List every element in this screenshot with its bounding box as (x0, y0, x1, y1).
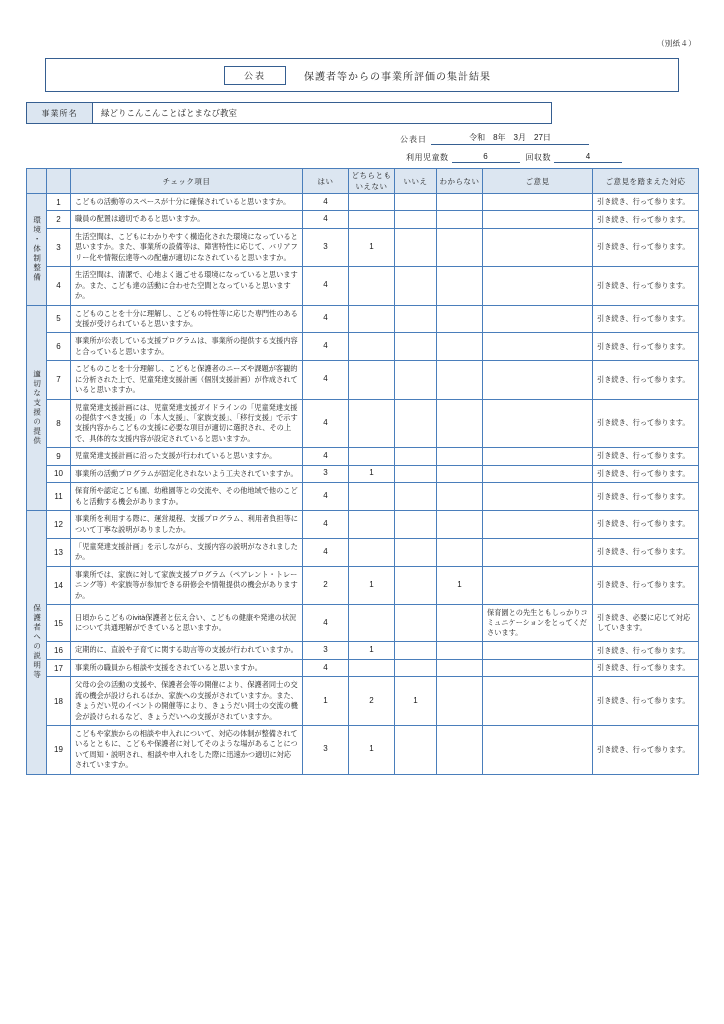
answer-either (349, 448, 395, 465)
opinion-text (483, 194, 593, 211)
col-category (27, 169, 47, 194)
check-item-text: 事業所を利用する際に、運営規程、支援プログラム、利用者負担等について丁寧な説明がありましたか。 (71, 511, 303, 539)
response-text: 引き続き、行って参ります。 (593, 361, 699, 399)
row-number: 4 (47, 267, 71, 305)
answer-unknown (437, 538, 483, 566)
answer-yes: 4 (303, 538, 349, 566)
answer-no (395, 211, 437, 228)
check-item-text: 事業所が公表している支援プログラムは、事業所の提供する支援内容と合っていると思いますか。 (71, 333, 303, 361)
answer-unknown (437, 361, 483, 399)
opinion-text (483, 333, 593, 361)
response-text: 引き続き、行って参ります。 (593, 677, 699, 726)
response-text: 引き続き、行って参ります。 (593, 659, 699, 676)
table-row (27, 642, 699, 659)
office-name-label: 事業所名 (27, 103, 93, 123)
answer-yes: 2 (303, 566, 349, 604)
answer-unknown (437, 194, 483, 211)
row-number: 10 (47, 465, 71, 482)
answer-yes: 4 (303, 305, 349, 333)
answer-either: 1 (349, 465, 395, 482)
opinion-text: 保育園との先生ともしっかりコミュニケーションをとってくださいます。 (483, 605, 593, 642)
answer-either (349, 538, 395, 566)
category-label: 環境・体制整備 (32, 216, 42, 283)
response-text: 引き続き、行って参ります。 (593, 566, 699, 604)
opinion-text (483, 267, 593, 305)
answer-unknown (437, 605, 483, 642)
children-count-label: 利用児童数 (406, 153, 449, 162)
row-number: 2 (47, 211, 71, 228)
collected-count-value: 4 (554, 152, 622, 163)
publication-date-row (400, 132, 589, 145)
table-row (27, 361, 699, 399)
answer-no (395, 228, 437, 266)
opinion-text (483, 659, 593, 676)
check-item-text: 生活空間は、こどもにわかりやすく構造化された環境になっていると思いますか。また、事業所の設備等は、障害特性に応じて、バリアフリー化や情報伝達等への配慮が適切になされていると思いますか。 (71, 228, 303, 266)
check-item-text: 事業所の活動プログラムが固定化されないよう工夫されていますか。 (71, 465, 303, 482)
answer-unknown (437, 511, 483, 539)
col-either: どちらともいえない (349, 169, 395, 194)
row-number: 15 (47, 605, 71, 642)
answer-either: 2 (349, 677, 395, 726)
answer-either (349, 211, 395, 228)
answer-yes: 4 (303, 659, 349, 676)
answer-yes: 3 (303, 725, 349, 774)
answer-yes: 4 (303, 511, 349, 539)
office-name-row (26, 102, 552, 124)
table-row (27, 538, 699, 566)
answer-unknown (437, 642, 483, 659)
collected-count (526, 152, 623, 163)
row-number: 16 (47, 642, 71, 659)
table-row (27, 399, 699, 448)
check-item-text: 児童発達支援計画に沿った支援が行われていると思いますか。 (71, 448, 303, 465)
col-opinion: ご意見 (483, 169, 593, 194)
answer-unknown (437, 465, 483, 482)
check-item-text: 生活空間は、清潔で、心地よく過ごせる環境になっていると思いますか。また、こども達の活動に合わせた空間となっていると思いますか。 (71, 267, 303, 305)
answer-no (395, 642, 437, 659)
answer-no (395, 483, 437, 511)
category-label: 保護者への説明等 (32, 604, 42, 681)
opinion-text (483, 448, 593, 465)
answer-no (395, 448, 437, 465)
response-text: 引き続き、行って参ります。 (593, 725, 699, 774)
table-row (27, 566, 699, 604)
row-number: 5 (47, 305, 71, 333)
table-row (27, 465, 699, 482)
response-text: 引き続き、必要に応じて対応していきます。 (593, 605, 699, 642)
row-number: 11 (47, 483, 71, 511)
table-header-row (27, 169, 699, 194)
evaluation-table (26, 168, 699, 775)
check-item-text: 児童発達支援計画には、児童発達支援ガイドラインの「児童発達支援の提供すべき支援」の「本人支援」、「家族支援」、「移行支援」で示す支援内容からこどもの支援に必要な項目が適切に選択され、その上で、具体的な支援内容が設定されていると思いますか。 (71, 399, 303, 448)
answer-either (349, 659, 395, 676)
answer-no (395, 399, 437, 448)
answer-unknown (437, 448, 483, 465)
response-text: 引き続き、行って参ります。 (593, 305, 699, 333)
answer-yes: 4 (303, 605, 349, 642)
answer-unknown (437, 725, 483, 774)
answer-either (349, 361, 395, 399)
row-number: 12 (47, 511, 71, 539)
check-item-text: 事業所の職員から相談や支援をされていると思いますか。 (71, 659, 303, 676)
answer-no (395, 605, 437, 642)
row-number: 6 (47, 333, 71, 361)
table-row (27, 511, 699, 539)
answer-no (395, 267, 437, 305)
col-unknown: わからない (437, 169, 483, 194)
opinion-text (483, 566, 593, 604)
table-row (27, 605, 699, 642)
opinion-text (483, 361, 593, 399)
response-text: 引き続き、行って参ります。 (593, 511, 699, 539)
row-number: 8 (47, 399, 71, 448)
check-item-text: こどもや家族からの相談や申入れについて、対応の体制が整備されているとともに、こどもや保護者に対してそのような場があることについて周知・説明され、相談や申入れをした際に迅速かつ適切に対応されていますか。 (71, 725, 303, 774)
table-row (27, 194, 699, 211)
answer-unknown (437, 267, 483, 305)
table-row (27, 483, 699, 511)
answer-no (395, 361, 437, 399)
answer-yes: 4 (303, 483, 349, 511)
check-item-text: こどものことを十分理解し、こどもと保護者のニーズや課題が客観的に分析された上で、児童発達支援計画（個別支援計画）が作成されていると思いますか。 (71, 361, 303, 399)
check-item-text: こどもの活動等のスペースが十分に確保されていると思いますか。 (71, 194, 303, 211)
answer-no (395, 333, 437, 361)
table-row (27, 677, 699, 726)
collected-count-label: 回収数 (525, 153, 551, 162)
row-number: 14 (47, 566, 71, 604)
row-number: 19 (47, 725, 71, 774)
table-row (27, 211, 699, 228)
category-cell (27, 511, 47, 775)
check-item-text: 日頃からこどものività保護者と伝え合い、こどもの健康や発達の状況について共通理解ができていると思いますか。 (71, 605, 303, 642)
answer-unknown: 1 (437, 566, 483, 604)
table-row (27, 305, 699, 333)
answer-either (349, 605, 395, 642)
response-text: 引き続き、行って参ります。 (593, 228, 699, 266)
check-item-text: 職員の配置は適切であると思いますか。 (71, 211, 303, 228)
row-number: 9 (47, 448, 71, 465)
public-tag: 公表 (224, 66, 286, 85)
table-row (27, 659, 699, 676)
opinion-text (483, 483, 593, 511)
answer-no (395, 538, 437, 566)
table-row (27, 333, 699, 361)
row-number: 7 (47, 361, 71, 399)
opinion-text (483, 677, 593, 726)
row-number: 1 (47, 194, 71, 211)
form-number: （別紙４） (657, 39, 696, 48)
response-text: 引き続き、行って参ります。 (593, 211, 699, 228)
col-yes: はい (303, 169, 349, 194)
opinion-text (483, 511, 593, 539)
check-item-text: 保育所や認定こども園、幼稚園等との交流や、その他地域で他のこどもと活動する機会がありますか。 (71, 483, 303, 511)
row-number: 13 (47, 538, 71, 566)
page-title: 保護者等からの事業所評価の集計結果 (304, 71, 491, 83)
opinion-text (483, 538, 593, 566)
response-text: 引き続き、行って参ります。 (593, 194, 699, 211)
answer-either (349, 305, 395, 333)
title-box (45, 58, 679, 92)
counts-row (406, 152, 696, 163)
answer-yes: 3 (303, 642, 349, 659)
row-number: 18 (47, 677, 71, 726)
answer-yes: 4 (303, 333, 349, 361)
opinion-text (483, 642, 593, 659)
col-number (47, 169, 71, 194)
answer-yes: 4 (303, 211, 349, 228)
opinion-text (483, 399, 593, 448)
response-text: 引き続き、行って参ります。 (593, 399, 699, 448)
answer-no (395, 725, 437, 774)
table-row (27, 228, 699, 266)
answer-unknown (437, 399, 483, 448)
table-row (27, 267, 699, 305)
answer-yes: 4 (303, 448, 349, 465)
publication-date-label: 公表日 (400, 135, 427, 144)
check-item-text: 定期的に、直説や子育てに関する助言等の支援が行われていますか。 (71, 642, 303, 659)
table-body (27, 194, 699, 775)
check-item-text: 事業所では、家族に対して家族支援プログラム（ペアレント・トレーニング等）や家族等が参加できる研修会や情報提供の機会がありますか。 (71, 566, 303, 604)
response-text: 引き続き、行って参ります。 (593, 448, 699, 465)
answer-no (395, 511, 437, 539)
response-text: 引き続き、行って参ります。 (593, 267, 699, 305)
answer-either (349, 333, 395, 361)
response-text: 引き続き、行って参ります。 (593, 483, 699, 511)
answer-unknown (437, 228, 483, 266)
answer-unknown (437, 211, 483, 228)
answer-unknown (437, 659, 483, 676)
opinion-text (483, 305, 593, 333)
category-cell (27, 194, 47, 306)
answer-yes: 1 (303, 677, 349, 726)
check-item-text: 「児童発達支援計画」を示しながら、支援内容の説明がなされましたか。 (71, 538, 303, 566)
answer-no (395, 194, 437, 211)
office-name-value: 緑どりこんこんことばとまなび教室 (101, 108, 238, 118)
check-item-text: こどものことを十分に理解し、こどもの特性等に応じた専門性のある支援が受けられていると思いますか。 (71, 305, 303, 333)
children-count-value: 6 (452, 152, 520, 163)
table-row (27, 725, 699, 774)
answer-no (395, 566, 437, 604)
answer-unknown (437, 677, 483, 726)
answer-either: 1 (349, 642, 395, 659)
response-text: 引き続き、行って参ります。 (593, 538, 699, 566)
response-text: 引き続き、行って参ります。 (593, 333, 699, 361)
col-response: ご意見を踏まえた対応 (593, 169, 699, 194)
row-number: 3 (47, 228, 71, 266)
answer-yes: 3 (303, 228, 349, 266)
answer-either (349, 194, 395, 211)
answer-no (395, 305, 437, 333)
opinion-text (483, 465, 593, 482)
answer-either (349, 399, 395, 448)
opinion-text (483, 228, 593, 266)
answer-either: 1 (349, 228, 395, 266)
publication-date-value: 令和 8年 3月 27日 (431, 132, 589, 145)
response-text: 引き続き、行って参ります。 (593, 642, 699, 659)
row-number: 17 (47, 659, 71, 676)
answer-yes: 3 (303, 465, 349, 482)
answer-either: 1 (349, 725, 395, 774)
category-cell (27, 305, 47, 511)
table-row (27, 448, 699, 465)
answer-no (395, 659, 437, 676)
answer-unknown (437, 483, 483, 511)
answer-either (349, 511, 395, 539)
answer-either (349, 483, 395, 511)
answer-yes: 4 (303, 194, 349, 211)
answer-either: 1 (349, 566, 395, 604)
children-count (406, 152, 520, 163)
answer-yes: 4 (303, 267, 349, 305)
answer-unknown (437, 333, 483, 361)
answer-yes: 4 (303, 361, 349, 399)
col-no: いいえ (395, 169, 437, 194)
answer-unknown (437, 305, 483, 333)
answer-no (395, 465, 437, 482)
answer-either (349, 267, 395, 305)
opinion-text (483, 725, 593, 774)
answer-yes: 4 (303, 399, 349, 448)
category-label: 適切な支援の提供 (32, 369, 42, 446)
opinion-text (483, 211, 593, 228)
col-check-item: チェック項目 (71, 169, 303, 194)
check-item-text: 父母の会の活動の支援や、保護者会等の開催により、保護者同士の交流の機会が設けられるほか、家族への支援がされていますか。また、きょうだい児のイベントの開催等により、きょうだい同士の交流の機会が設けられるなど、きょうだいへの支援がされていますか。 (71, 677, 303, 726)
answer-no: 1 (395, 677, 437, 726)
response-text: 引き続き、行って参ります。 (593, 465, 699, 482)
